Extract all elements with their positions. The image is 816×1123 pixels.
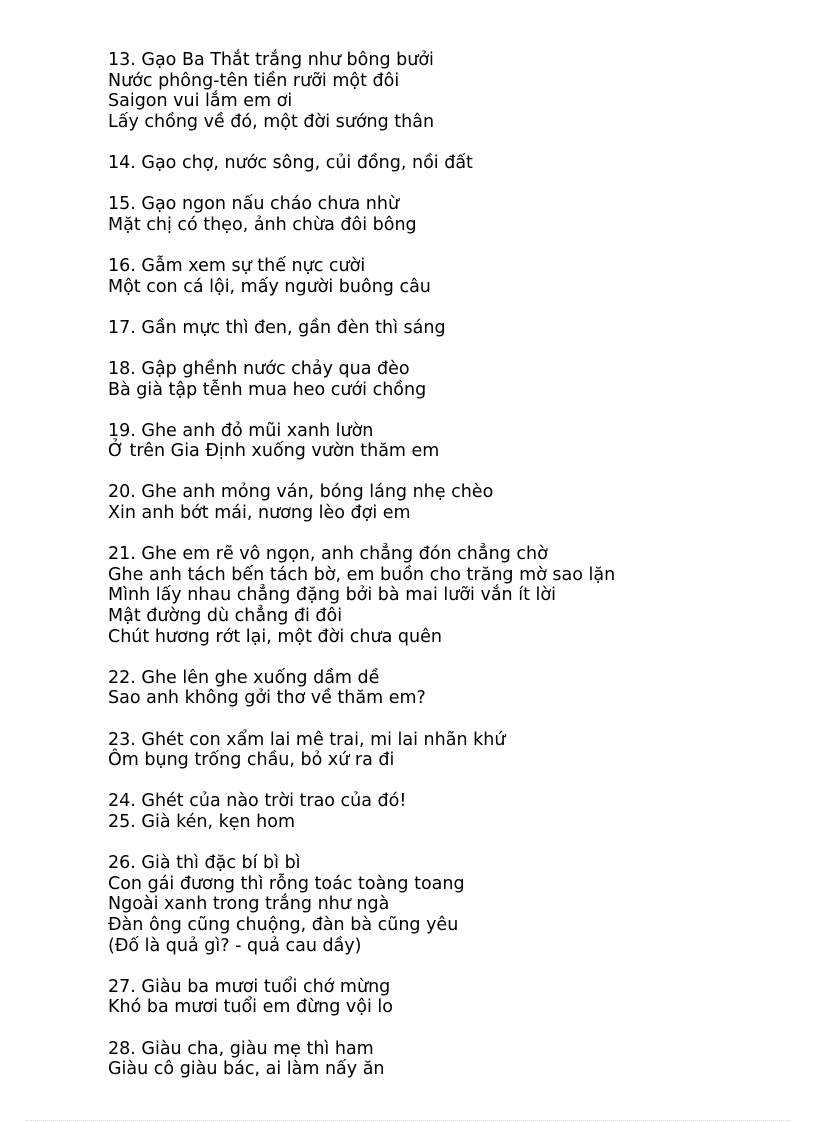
verse-line: Giàu cô giàu bác, ai làm nấy ăn: [108, 1059, 385, 1080]
verse-line: 15. Gạo ngon nấu cháo chưa nhừ: [108, 194, 400, 215]
stanza-16: [108, 256, 798, 297]
verse-line: 25. Già kén, kẹn hom: [108, 811, 295, 832]
verse-line: 21. Ghe em rẽ vô ngọn, anh chẳng đón chẳng chờ: [108, 544, 548, 565]
verse-line: Mình lấy nhau chẳng đặng bởi bà mai lưỡi vắn ít lời: [108, 585, 556, 606]
stanza-26: [108, 853, 798, 956]
stanza-17: [108, 318, 798, 339]
verse-line: Ôm bụng trống chầu, bỏ xứ ra đi: [108, 750, 395, 771]
verse-line: 26. Già thì đặc bí bì bì: [108, 853, 301, 874]
verse-line: 17. Gần mực thì đen, gần đèn thì sáng: [108, 317, 446, 338]
stanza-20: [108, 482, 798, 523]
verse-line: Mật đường dù chẳng đi đôi: [108, 606, 343, 627]
verse-line: Sao anh không gởi thơ về thăm em?: [108, 688, 426, 709]
verse-line: 18. Gập ghềnh nước chảy qua đèo: [108, 358, 410, 379]
verse-line: 23. Ghét con xẩm lai mê trai, mi lai nhãn khứ: [108, 729, 506, 750]
verse-line: Bà già tập tễnh mua heo cưới chồng: [108, 379, 427, 400]
stanza-28: [108, 1039, 798, 1080]
stanza-15: [108, 194, 798, 235]
document-page: [108, 50, 798, 1100]
verse-line: 22. Ghe lên ghe xuống dầm dề: [108, 667, 380, 688]
stanza-23: [108, 730, 798, 771]
verse-line: Ở trên Gia Định xuống vườn thăm em: [108, 441, 440, 462]
verse-line: 14. Gạo chợ, nước sông, củi đồng, nồi đất: [108, 152, 473, 173]
stanza-18: [108, 359, 798, 400]
verse-line: Mặt chị có thẹo, ảnh chừa đôi bông: [108, 214, 417, 235]
verse-line: Đàn ông cũng chuộng, đàn bà cũng yêu: [108, 914, 459, 935]
stanza-21: [108, 544, 798, 647]
verse-line: Nước phông-tên tiền rưỡi một đôi: [108, 70, 400, 91]
stanza-19: [108, 421, 798, 462]
verse-line: 20. Ghe anh mỏng ván, bóng láng nhẹ chèo: [108, 482, 494, 503]
verse-line: 16. Gẫm xem sự thế nực cười: [108, 255, 366, 276]
stanza-27: [108, 977, 798, 1018]
stanza-14: [108, 153, 798, 174]
verse-line: 19. Ghe anh đỏ mũi xanh lườn: [108, 420, 374, 441]
verse-line: Ghe anh tách bến tách bờ, em buồn cho trăng mờ sao lặn: [108, 564, 616, 585]
verse-line: Khó ba mươi tuổi em đừng vội lo: [108, 997, 393, 1018]
verse-line: 28. Giàu cha, giàu mẹ thì ham: [108, 1038, 374, 1059]
verse-line: Con gái đương thì rỗng toác toàng toang: [108, 873, 465, 894]
stanza-24-25: [108, 791, 798, 832]
verse-line: 27. Giàu ba mươi tuổi chớ mừng: [108, 976, 391, 997]
verse-line: Ngoài xanh trong trắng như ngà: [108, 894, 390, 915]
verse-line: Lấy chồng về đó, một đời sướng thân: [108, 111, 435, 132]
verse-line: 24. Ghét của nào trời trao của đó!: [108, 791, 407, 812]
verse-line: Chút hương rớt lại, một đời chưa quên: [108, 626, 442, 647]
verse-line: Xin anh bớt mái, nương lèo đợi em: [108, 503, 411, 524]
stanza-13: [108, 50, 798, 132]
verse-line: 13. Gạo Ba Thắt trắng như bông bưởi: [108, 50, 434, 70]
verse-line: Một con cá lội, mấy người buông câu: [108, 276, 431, 297]
verse-line: Saigon vui lắm em ơi: [108, 91, 293, 112]
stanza-22: [108, 668, 798, 709]
page-bottom-divider: [26, 1120, 790, 1121]
verse-line: (Đố là quả gì? - quả cau dầy): [108, 935, 362, 956]
